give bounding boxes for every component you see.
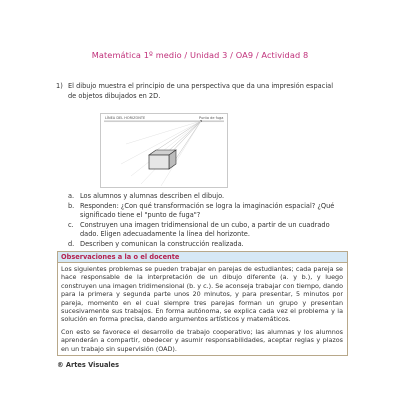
perspective-drawing <box>101 114 227 187</box>
list-text: Responden: ¿Con qué transformación se logra la imaginación espacial? ¿Qué significado tiene el "punto de fuga"? <box>80 201 335 220</box>
perspective-figure <box>100 113 228 188</box>
list-text: Construyen una imagen tridimensional de un cubo, a partir de un cuadrado dado. Eligen adecuadamente la línea del horizonte. <box>80 220 330 239</box>
list-letter: b. <box>68 201 75 210</box>
sub-item-list <box>68 192 348 250</box>
list-item <box>68 202 348 221</box>
list-letter: c. <box>68 220 74 229</box>
teacher-notes-body <box>58 263 347 353</box>
list-item <box>68 192 348 202</box>
list-text: Describen y comunican la construcción realizada. <box>80 239 244 248</box>
footer-subject: ® Artes Visuales <box>57 361 120 369</box>
page-title: Matemática 1º medio / Unidad 3 / OA9 / Actividad 8 <box>91 50 309 60</box>
list-letter: a. <box>68 192 75 200</box>
teacher-notes-heading: Observaciones a la o el docente <box>58 252 347 263</box>
horizon-label: LÍNEA DEL HORIZONTE <box>105 116 146 120</box>
vanishing-point-label: Punto de fuga <box>199 116 224 120</box>
teacher-notes-paragraph: Con esto se favorece el desarrollo de trabajo cooperativo; las alumnas y los alumnos aprenderán a compartir, obedecer y asumir responsabilidades, aceptar reglas y plazos en un trabajo sin supervisión (OAD). <box>61 327 343 353</box>
cube-front <box>149 155 169 169</box>
teacher-notes-box <box>57 251 348 356</box>
question-text: El dibujo muestra el principio de una perspectiva que da una impresión espacial de objetos dibujados en 2D. <box>68 82 334 100</box>
teacher-notes-paragraph: Los siguientes problemas se pueden trabajar en parejas de estudiantes; cada pareja se hace responsable de la interpretación de un dibujo diferente (a. y b.), y luego construyen una imagen tridimensional (b. y c.). Se aconseja trabajar con tiempo, dando para la primera y segunda parte unos 20 minutos, y para presentar, 5 minutos por pareja, momento en el cual siempre tres parejas forman un grupo y presentan sucesivamente sus trabajos. En forma autónoma, se explica cada vez el problema y la solución en forma precisa, dando argumentos artísticos y matemáticos. <box>61 265 343 324</box>
list-item <box>68 240 348 250</box>
question-number: 1) <box>56 82 63 90</box>
list-text: Los alumnos y alumnas describen el dibujo. <box>80 192 225 200</box>
list-item <box>68 221 348 240</box>
list-letter: d. <box>68 239 75 248</box>
